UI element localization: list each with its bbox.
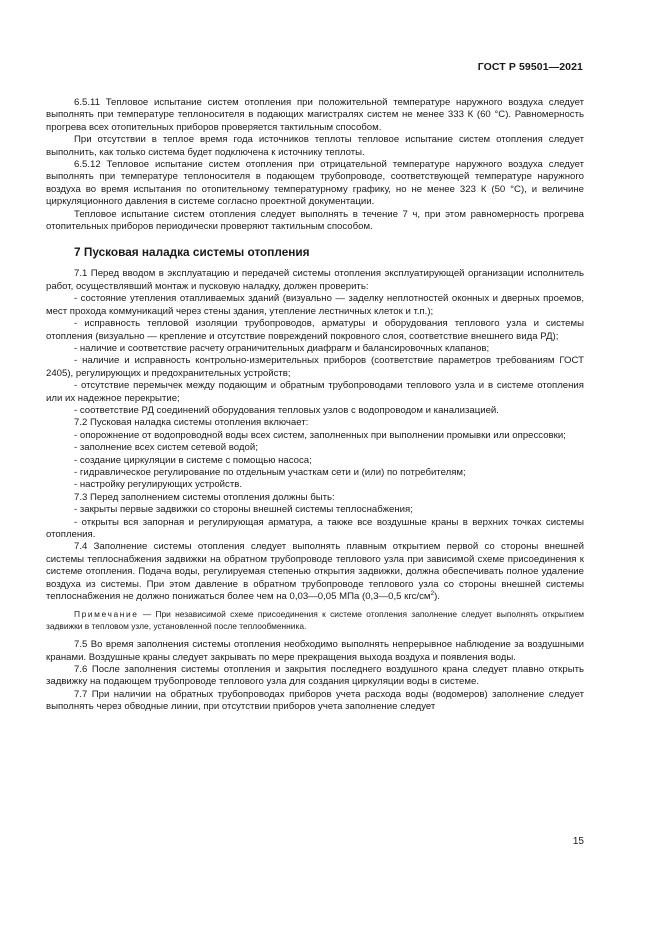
standard-header: ГОСТ Р 59501—2021: [477, 61, 583, 73]
note-paragraph: [46, 609, 584, 632]
list-item: - состояние утепления отапливаемых зданий (визуально — заделку неплотностей оконных и дверных проемов, мест прохода коммуникаций через стены здания, утепление лестничных клеток и т.п.);: [46, 293, 584, 317]
body-paragraph: 7.6 После заполнения системы отопления и закрытия последнего воздушного крана следует плавно открыть задвижку на подающем трубопроводе теплового узла для создания циркуляции воды в системе.: [46, 664, 584, 688]
body-paragraph: [46, 541, 584, 603]
list-item: - гидравлическое регулирование по отдельным участкам сети и (или) по потребителям;: [74, 466, 466, 478]
body-paragraph: 7.3 Перед заполнением системы отопления должны быть:: [74, 491, 335, 503]
document-body: [46, 97, 584, 714]
body-paragraph: 7.2 Пусковая наладка системы отопления включает:: [74, 417, 309, 429]
body-paragraph: При отсутствии в теплое время года источников теплоты тепловое испытание систем отопления следует выполнить, как только система будет подключена к источнику теплоты.: [46, 134, 584, 158]
paragraph-text: 7.4 Заполнение системы отопления следует выполнять плавным открытием первой со стороны внешней системы теплоснабжения задвижки на обратном трубопроводе теплового узла при зависимой схеме присоединения к системе отопления. Подача воды, регулируемая степенью открытия задвижки, должна обеспечивать полное удаление воздуха из системы. При этом давление в обратном трубопроводе теплового узла со стороны внешней системы теплоснабжения не должно понижаться более чем на 0,03—0,05 МПа (0,3—0,5 кгс/см: [46, 541, 584, 603]
page-number: 15: [572, 836, 584, 847]
list-item: - соответствие РД соединений оборудования тепловых узлов с водопроводом и канализацией.: [74, 404, 499, 416]
list-item: - исправность тепловой изоляции трубопроводов, арматуры и оборудования теплового узла и системы отопления (визуально — крепление и отсутствие повреждений покровного слоя, соответствие внешнего вида РД);: [46, 318, 584, 342]
body-paragraph: 6.5.12 Тепловое испытание систем отопления при отрицательной температуре наружного воздуха следует выполнять при температуре теплоносителя в подающем трубопроводе, соответствующей температуре наружного воздуха во время испытания по отопительному температурному графику, но не менее 323 К (50 °С), и величине циркуляционного давления в системе согласно проектной документации.: [46, 159, 584, 208]
list-item: - опорожнение от водопроводной воды всех систем, заполненных при выполнении промывки или опрессовки;: [74, 429, 566, 441]
body-paragraph: 7.5 Во время заполнения системы отопления необходимо выполнять непрерывное наблюдение за воздушными кранами. Воздушные краны следует закрывать по мере прекращения выхода воздуха и появления воды.: [46, 639, 584, 663]
note-label: Примечание: [74, 609, 139, 620]
list-item: - создание циркуляции в системе с помощью насоса;: [74, 454, 312, 466]
list-item: - закрыты первые задвижки со стороны внешней системы теплоснабжения;: [74, 504, 413, 516]
list-item: - наличие и соответствие расчету ограничительных диафрагм и балансировочных клапанов;: [74, 342, 490, 354]
paragraph-text-end: ).: [434, 591, 440, 603]
body-paragraph: 7.7 При наличии на обратных трубопроводах приборов учета расхода воды (водомеров) заполнение следует выполнять через обводные линии, при отсутствии приборов учета заполнение следует: [46, 688, 584, 713]
superscript: 2: [430, 589, 435, 597]
list-item: - открыты вся запорная и регулирующая арматура, а также все воздушные краны в верхних точках системы отопления.: [46, 516, 584, 540]
body-paragraph: 7.1 Перед вводом в эксплуатацию и передачей системы отопления эксплуатирующей организации исполнитель работ, осуществлявший монтаж и пусковую наладку, должен проверить:: [46, 268, 584, 292]
list-item: - заполнение всех систем сетевой водой;: [74, 442, 258, 454]
note-text: — При независимой схеме присоединения к системе отопления заполнение следует выполнять открытием задвижки в тепловом узле, установленной после теплообменника.: [46, 609, 584, 631]
list-item: - настройку регулирующих устройств.: [74, 479, 242, 491]
section-heading: 7 Пусковая наладка системы отопления: [74, 245, 310, 260]
list-item: - наличие и исправность контрольно-измерительных приборов (соответствие параметров требованиям ГОСТ 2405), регулирующих и предохранительных устройств;: [46, 355, 584, 379]
list-item: - отсутствие перемычек между подающим и обратным трубопроводами теплового узла и в системе отопления или их надежное перекрытие;: [46, 380, 584, 404]
body-paragraph: 6.5.11 Тепловое испытание систем отопления при положительной температуре наружного воздуха следует выполнять при температуре теплоносителя в подающих магистралях систем не менее 333 К (60 °С). Равномерность прогрева всех отопительных приборов проверяется тактильным способом.: [46, 97, 584, 133]
body-paragraph: Тепловое испытание систем отопления следует выполнять в течение 7 ч, при этом равномерность прогрева отопительных приборов периодически проверяют тактильным способом.: [46, 208, 584, 233]
